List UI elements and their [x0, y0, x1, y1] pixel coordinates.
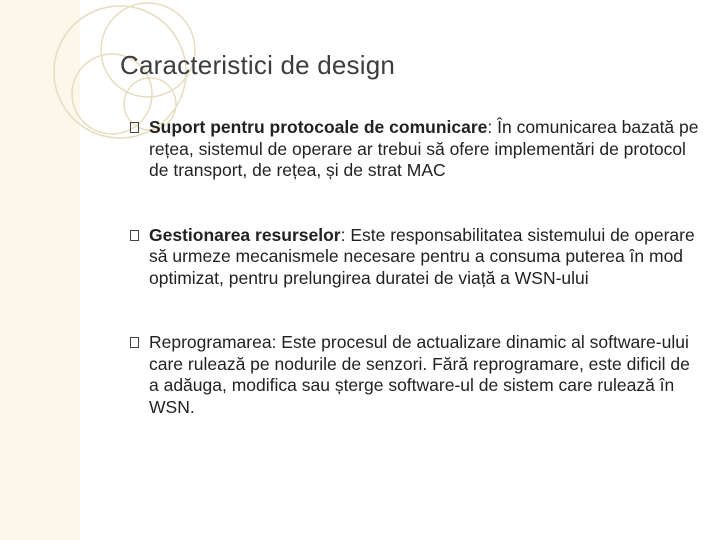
- bullet-item-resources: [130, 225, 702, 290]
- bullet-term: Suport pentru protocoale de comunicare: [149, 117, 488, 137]
- bullet-item-reprogramming: [130, 332, 702, 418]
- slide-title: Caracteristici de design: [120, 50, 396, 80]
- bullet-item-protocols: [130, 117, 702, 182]
- bullet-text: Reprogramarea: Este procesul de actualizare dinamic al software-ului care rulează pe nodurile de senzori. Fără reprogramare, este dificil de a adăuga, modifica sau șterge software-ul de sistem care rulează în WSN.: [149, 332, 690, 417]
- bullet-text: : În comunicarea bazată pe rețea, sistemul de operare ar trebui să ofere implementări de protocol de transport, de rețea, și de strat MAC: [149, 117, 699, 180]
- bullet-text: : Este responsabilitatea sistemului de operare să urmeze mecanismele necesare pentru a consuma puterea în mod optimizat, pentru prelungirea duratei de viață a WSN-ului: [149, 224, 695, 288]
- bullet-list: [130, 117, 702, 418]
- bullet-term: Gestionarea resurselor: [149, 224, 341, 245]
- bullet-square-icon: [130, 337, 139, 348]
- bullet-square-icon: [130, 122, 139, 133]
- bullet-square-icon: [130, 230, 139, 241]
